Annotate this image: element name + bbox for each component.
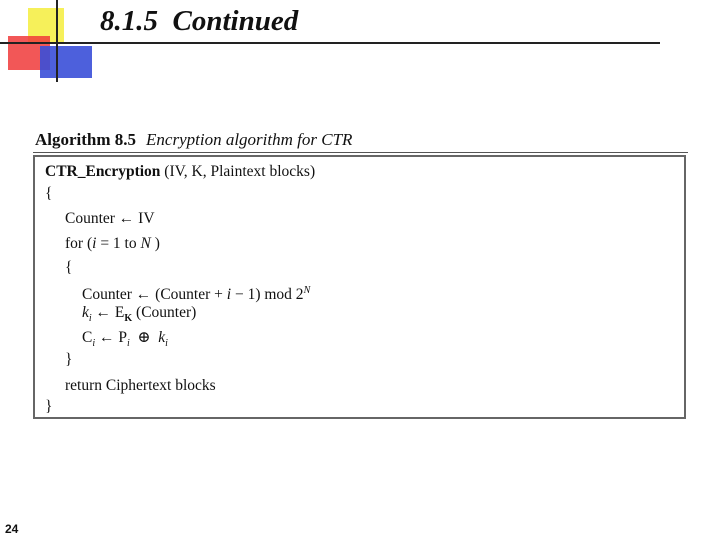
cipher-line	[82, 329, 168, 353]
decor-blue-square	[40, 46, 92, 78]
for-end-var: N	[140, 235, 151, 252]
algorithm-rule	[33, 152, 688, 153]
return-line: return Ciphertext blocks	[65, 377, 216, 394]
key-mid: ← E	[91, 304, 125, 321]
algorithm-box	[33, 155, 686, 419]
c-mid: ← P	[95, 329, 127, 346]
counter-init-line: Counter ← IV	[65, 210, 155, 227]
for-close: )	[150, 235, 160, 252]
xor-var: k	[158, 329, 166, 346]
key-line	[82, 304, 196, 328]
for-var: i	[92, 235, 97, 252]
update-var: i	[226, 286, 232, 304]
algorithm-signature	[45, 163, 315, 181]
for-keyword: for (	[65, 235, 93, 252]
update-suffix: − 1) mod 2	[231, 286, 304, 304]
algorithm-header	[35, 130, 352, 150]
decor-vertical-line	[56, 0, 58, 82]
update-exponent: N	[303, 285, 311, 296]
for-line	[65, 235, 160, 253]
algorithm-label: Algorithm 8.5	[35, 130, 137, 149]
slide-title: 8.1.5 Continued	[100, 5, 299, 37]
key-var: k	[82, 304, 89, 321]
for-mid: = 1 to	[96, 235, 141, 252]
p-sub: i	[127, 338, 130, 350]
key-sub-k: K	[124, 313, 133, 325]
xor-operator: ⊕	[129, 329, 159, 346]
loop-open-brace: {	[65, 259, 73, 276]
title-underline	[0, 42, 660, 44]
function-name: CTR_Encryption	[45, 163, 161, 180]
page-number: 24	[5, 522, 19, 536]
counter-update-line	[82, 282, 310, 304]
xor-sub: i	[165, 338, 168, 350]
function-params: (IV, K, Plaintext blocks)	[160, 163, 316, 180]
algorithm-description: Encryption algorithm for CTR	[146, 130, 353, 149]
c-var: C	[82, 329, 93, 346]
c-sub: i	[92, 338, 96, 350]
update-prefix: Counter ← (Counter +	[82, 286, 227, 304]
loop-close-brace: }	[65, 351, 73, 368]
key-suffix: (Counter)	[132, 304, 197, 321]
key-sub: i	[88, 313, 92, 325]
close-brace: }	[45, 398, 53, 415]
open-brace: {	[45, 185, 53, 202]
